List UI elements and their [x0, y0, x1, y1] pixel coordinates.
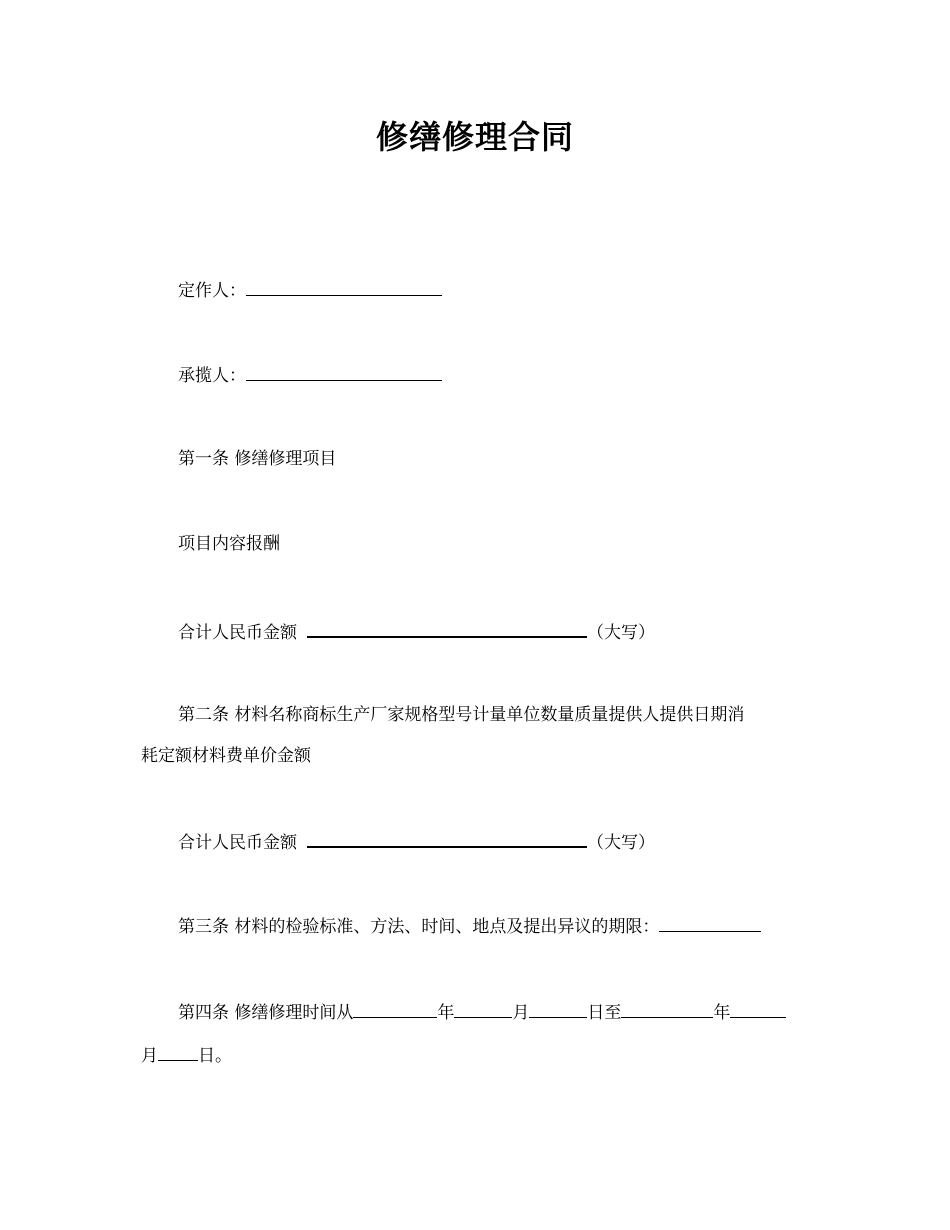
party-a-line	[178, 277, 442, 303]
end-year-label: 年	[713, 1003, 731, 1023]
party-b-blank[interactable]	[246, 362, 442, 381]
party-b-line	[178, 362, 442, 388]
article-3-text: 第三条 材料的检验标准、方法、时间、地点及提出异议的期限：	[178, 917, 660, 937]
start-year-blank[interactable]	[353, 999, 437, 1018]
total-2-line	[178, 828, 655, 855]
article-2-line-2: 耗定额材料费单价金额	[141, 746, 311, 766]
article-3-blank[interactable]	[659, 913, 761, 932]
article-4-line-2	[141, 1042, 232, 1068]
end-year-blank[interactable]	[621, 999, 713, 1018]
page-title: 修缮修理合同	[375, 118, 574, 156]
end-month-blank[interactable]	[730, 999, 786, 1018]
item-header: 项目内容报酬	[178, 534, 280, 554]
article-1: 第一条 修缮修理项目	[178, 449, 337, 469]
total-2-suffix: （大写）	[587, 833, 655, 853]
total-1-label: 合计人民币金额	[178, 623, 297, 643]
start-month-label: 月	[512, 1003, 530, 1023]
end-day-label: 日。	[198, 1046, 232, 1066]
total-1-line	[178, 618, 655, 645]
total-1-suffix: （大写）	[587, 623, 655, 643]
start-month-blank[interactable]	[454, 999, 512, 1018]
party-b-label: 承揽人：	[178, 366, 246, 386]
party-a-label: 定作人：	[178, 281, 246, 301]
total-1-blank[interactable]	[307, 618, 587, 638]
start-day-label: 日至	[587, 1003, 622, 1023]
end-day-blank[interactable]	[158, 1042, 198, 1061]
total-2-label: 合计人民币金额	[178, 833, 297, 853]
article-2-line-1: 第二条 材料名称商标生产厂家规格型号计量单位数量质量提供人提供日期消	[178, 705, 745, 725]
end-month-label: 月	[141, 1046, 158, 1066]
article-3-line	[178, 913, 761, 939]
article-4-line-1	[178, 999, 786, 1025]
total-2-blank[interactable]	[307, 828, 587, 848]
start-day-blank[interactable]	[529, 999, 587, 1018]
article-4-text: 第四条 修缮修理时间从	[178, 1003, 354, 1023]
party-a-blank[interactable]	[246, 277, 442, 296]
start-year-label: 年	[437, 1003, 455, 1023]
